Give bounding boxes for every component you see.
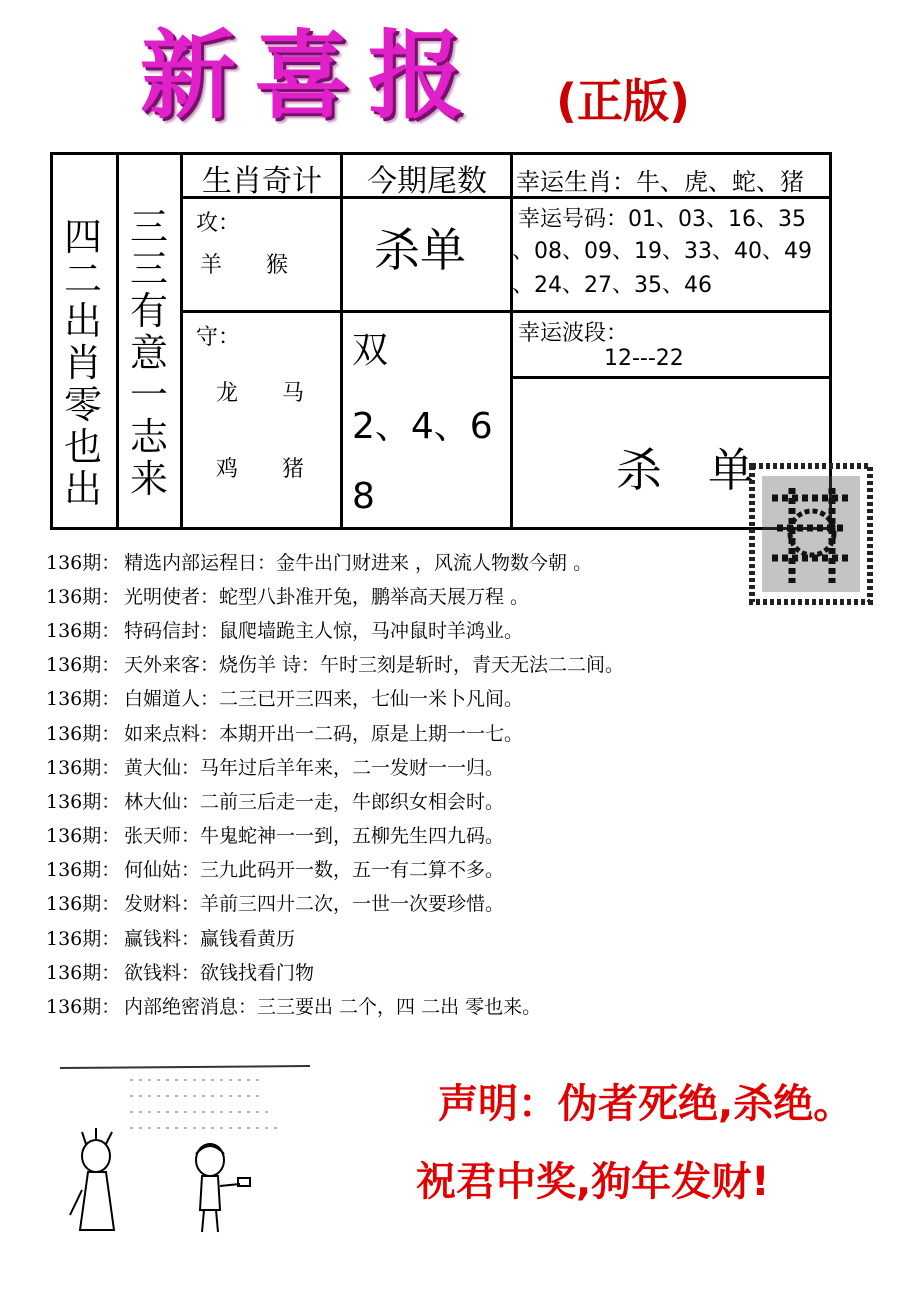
defense-label: 守： [196,325,241,350]
header-zodiac-plan: 生肖奇计 [202,164,322,199]
list-item: 136期： 光明使者：蛇型八卦准开兔，鹏举高天展万程 。 [46,585,530,608]
tail-values-2: 8 [352,476,375,517]
vertical-slogan-1: 四 二 出 肖 零 也 出 [63,215,102,511]
divider [510,376,832,379]
list-item: 136期： 林大仙：二前三后走一走，牛郎织女相会时。 [46,790,505,813]
list-item: 136期： 特码信封：鼠爬墙跪主人惊，马冲鼠时羊鸿业。 [46,619,524,642]
divider [510,152,513,530]
header-tail-number: 今期尾数 [367,164,487,199]
prediction-list [46,544,846,1023]
list-item: 136期： 发财料：羊前三四廾二次，一世一次要珍惜。 [46,893,505,916]
kill-single-1: 杀单 [374,223,466,277]
cartoon-figures-icon [60,1060,320,1240]
lucky-numbers-line1: 幸运号码：01、03、16、35 [518,207,806,232]
lucky-zodiac: 幸运生肖：牛、虎、蛇、猪 [516,168,804,196]
list-item: 136期： 何仙姑：三九此码开一数，五一有二算不多。 [46,859,505,882]
list-item: 136期： 内部绝密消息：三三要出 二个，四 二出 零也来。 [46,996,542,1019]
divider [180,310,832,313]
attack-values: 羊 猴 [200,253,289,278]
defense-row1: 龙 马 [216,381,305,406]
page-title: 新喜报 [140,20,482,132]
list-item: 136期： 天外来客：烧伤羊 诗：午时三刻是斩时，青天无法二二间。 [46,654,625,677]
vertical-slogan-2: 三 三 有 意 一 志 来 [129,205,168,501]
kill-single-2: 杀 单 [616,443,754,497]
list-item: 136期： 欲钱料：欲钱找看门物 [46,961,315,984]
divider [340,152,343,530]
tail-values: 2、4、6 [352,406,493,447]
list-item: 136期： 张天师：牛鬼蛇神一一到，五柳先生四九码。 [46,825,505,848]
list-item: 136期： 如来点料：本期开出一二码，原是上期一一七。 [46,722,524,745]
list-item: 136期： 精选内部运程日：金牛出门财进来 ，风流人物数今朝 。 [46,551,593,574]
lucky-numbers-line3: 、24、27、35、46 [512,273,712,298]
list-item: 136期： 黄大仙：马年过后羊年来，二一发财一一归。 [46,756,505,779]
lucky-wave-value: 12---22 [604,346,684,371]
declaration-text: 声明：伪者死绝,杀绝。 [438,1081,854,1127]
lucky-wave-label: 幸运波段： [518,321,629,346]
edition-label: (正版) [556,74,691,128]
divider [180,152,183,530]
defense-row2: 鸡 猪 [216,457,305,482]
list-item: 136期： 白媚道人：二三已开三四来，七仙一米卜凡间。 [46,688,524,711]
attack-label: 攻： [196,211,241,236]
tail-type: 双 [352,330,389,371]
divider [116,152,119,530]
list-item: 136期： 赢钱料：赢钱看黄历 [46,927,296,950]
wish-text: 祝君中奖,狗年发财! [416,1159,770,1205]
lucky-numbers-line2: 、08、09、19、33、40、49 [512,239,812,264]
